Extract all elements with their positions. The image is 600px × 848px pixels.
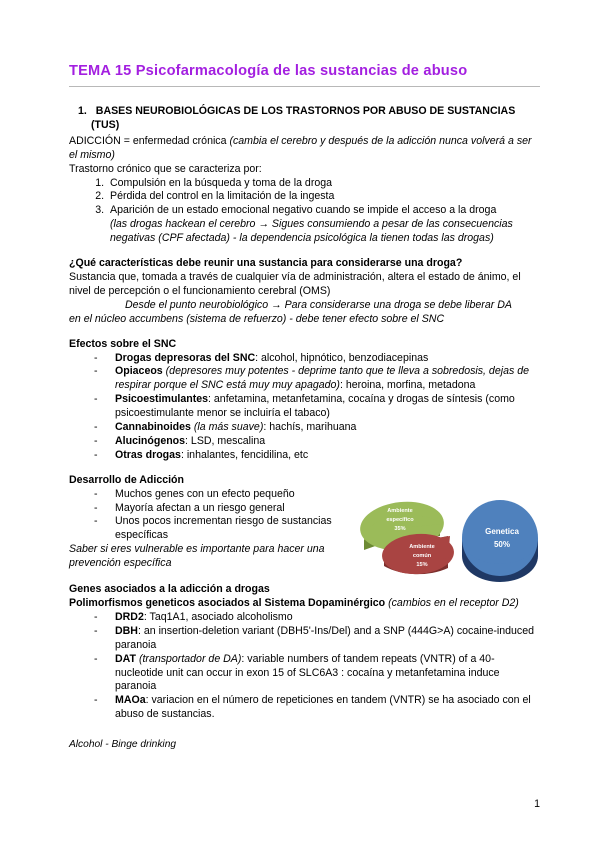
list-item: [107, 204, 540, 246]
pie-chart-svg: [352, 492, 548, 600]
list-item-term: Opiaceos: [115, 365, 163, 378]
list-item-text: : variacion en el número de repeticiones en tandem (VNTR) se ha asociado con el abuso de sustancias.: [115, 694, 531, 721]
list-item: [94, 653, 540, 695]
list-item: [94, 352, 540, 366]
title-divider: [69, 86, 540, 87]
pie-label-red-line1: Ambiente: [409, 544, 435, 550]
trastorno-intro: Trastorno crónico que se caracteriza por:: [69, 162, 262, 175]
list-item-text: : heroina, morfina, metadona: [339, 379, 476, 392]
list-item-term: Psicoestimulantes: [115, 393, 209, 406]
adiccion-definition: [69, 135, 540, 163]
polimorfismos-heading-bold: Polimorfismos geneticos asociados al Sistema Dopaminérgico: [69, 597, 386, 609]
caracteristicas-note-line2: en el núcleo accumbens (sistema de refuerzo) - debe tener efecto sobre el SNC: [69, 312, 445, 325]
list-item: [94, 393, 540, 421]
list-item: [94, 625, 540, 653]
list-item-term: DAT: [115, 652, 136, 665]
efectos-snc-list: [69, 352, 540, 463]
pie-label-green-line3: 35%: [394, 526, 406, 532]
list-item-note: (transportador de DA): [136, 652, 242, 665]
section-1-heading: [78, 105, 540, 133]
section-1-number: 1.: [78, 105, 87, 117]
genes-heading: Genes asociados a la adicción a drogas: [69, 583, 270, 596]
list-item-text: : inhalantes, fencidilina, etc: [180, 448, 309, 461]
list-item-term: MAOa: [115, 694, 146, 707]
pie-label-green-line2: específico: [386, 517, 414, 523]
list-item-term: DBH: [115, 624, 138, 637]
pie-label-green-line1: Ambiente: [387, 508, 413, 514]
caracteristicas-body: Sustancia que, tomada a través de cualquier vía de administración, altera el estado de ánimo, el nivel de percepción o el funcionamiento cerebral (OMS): [69, 270, 521, 297]
caracteristicas-note-line1: Desde el punto neurobiológico → Para considerarse una droga se debe liberar DA: [125, 298, 512, 311]
pie-label-red-line3: 15%: [416, 562, 428, 568]
genes-list: [69, 611, 540, 722]
list-item-text: : hachís, marihuana: [263, 421, 357, 434]
page-title: TEMA 15 Psicofarmacología de las sustancias de abuso: [69, 63, 468, 79]
list-item-text: : variable numbers of tandem repeats (VNTR) of a 40-nucleotide unit can occur in exon 15 of SLC6A3 : cocaína y metanfetamina induce paranoia: [115, 652, 500, 693]
efectos-snc-heading: Efectos sobre el SNC: [69, 337, 177, 350]
list-item-note: (depresores muy potentes - deprime tanto que te lleva a sobredosis, dejas de respirar porque el SNC está muy muy apagado): [115, 365, 529, 392]
list-item-text: : anfetamina, metanfetamina, cocaína y drogas de síntesis (como psicoestimulante menor se incluiría el tabaco): [115, 393, 515, 420]
caracteristicas-heading: ¿Qué características debe reunir una sustancia para considerarse una droga?: [69, 257, 463, 270]
page-number: 1: [534, 798, 540, 810]
list-item-term: Cannabinoides: [115, 421, 191, 434]
list-item: [94, 449, 540, 463]
list-item-term: DRD2: [115, 610, 144, 623]
footer-note: Alcohol - Binge drinking: [69, 739, 177, 751]
list-item-text: : Taq1A1, asociado alcoholismo: [143, 610, 293, 623]
section-1-title: BASES NEUROBIOLÓGICAS DE LOS TRASTORNOS POR ABUSO DE SUSTANCIAS (TUS): [91, 105, 516, 131]
pie-label-blue-line2: 50%: [493, 540, 511, 549]
list-item-term: Otras drogas: [115, 448, 181, 461]
list-item-term: Alucinógenos: [115, 434, 186, 447]
list-item: 2. Pérdida del control en la limitación de la ingesta: [107, 190, 540, 204]
desarrollo-adiccion-heading: Desarrollo de Adicción: [69, 473, 184, 486]
list-item: - Muchos genes con un efecto pequeño: [94, 488, 384, 502]
polimorfismos-heading-note: (cambios en el receptor D2): [385, 597, 519, 609]
list-item-text: : LSD, mescalina: [185, 434, 266, 447]
genetics-pie-chart: [352, 492, 548, 600]
pie-label-red-line2: común: [412, 553, 432, 559]
pie-slice-genetica: [462, 500, 538, 582]
pie-label-blue-line1: Genetica: [485, 527, 519, 536]
list-item-text: Aparición de un estado emocional negativo cuando se impide el acceso a la droga: [110, 204, 497, 217]
document-content: [69, 62, 540, 752]
list-item: - Mayoría afectan a un riesgo general: [94, 502, 384, 516]
list-item: [94, 611, 540, 625]
trastorno-characteristics-list: [69, 177, 540, 247]
list-item-text: : alcohol, hipnótico, benzodiacepinas: [255, 351, 429, 364]
list-item: [94, 435, 540, 449]
list-item-term: Drogas depresoras del SNC: [115, 351, 256, 364]
list-item-note: (las drogas hackean el cerebro → Sigues consumiendo a pesar de las consecuencias negativas (CPF afectada) - la dependencia psicológica la tienen todas las drogas): [110, 218, 513, 245]
list-item: 1. Compulsión en la búsqueda y toma de la droga: [107, 177, 540, 191]
adiccion-definition-italic: (cambia el cerebro y después de la adicción nunca volverá a ser el mismo): [69, 134, 532, 161]
desarrollo-adiccion-list: [69, 488, 384, 544]
desarrollo-adiccion-note: Saber si eres vulnerable es importante para hacer una prevención específica: [69, 543, 325, 570]
list-item-note: (la más suave): [190, 421, 264, 434]
list-item: [94, 365, 540, 393]
list-item: [94, 694, 540, 722]
list-item: - Unos pocos incrementan riesgo de sustancias específicas: [94, 515, 384, 543]
list-item-text: : an insertion-deletion variant (DBH5'-Ins/Del) and a SNP (444G>A) cocaine-induced paranoia: [115, 624, 535, 651]
list-item: [94, 421, 540, 435]
adiccion-definition-plain: ADICCIÓN = enfermedad crónica: [69, 134, 230, 147]
